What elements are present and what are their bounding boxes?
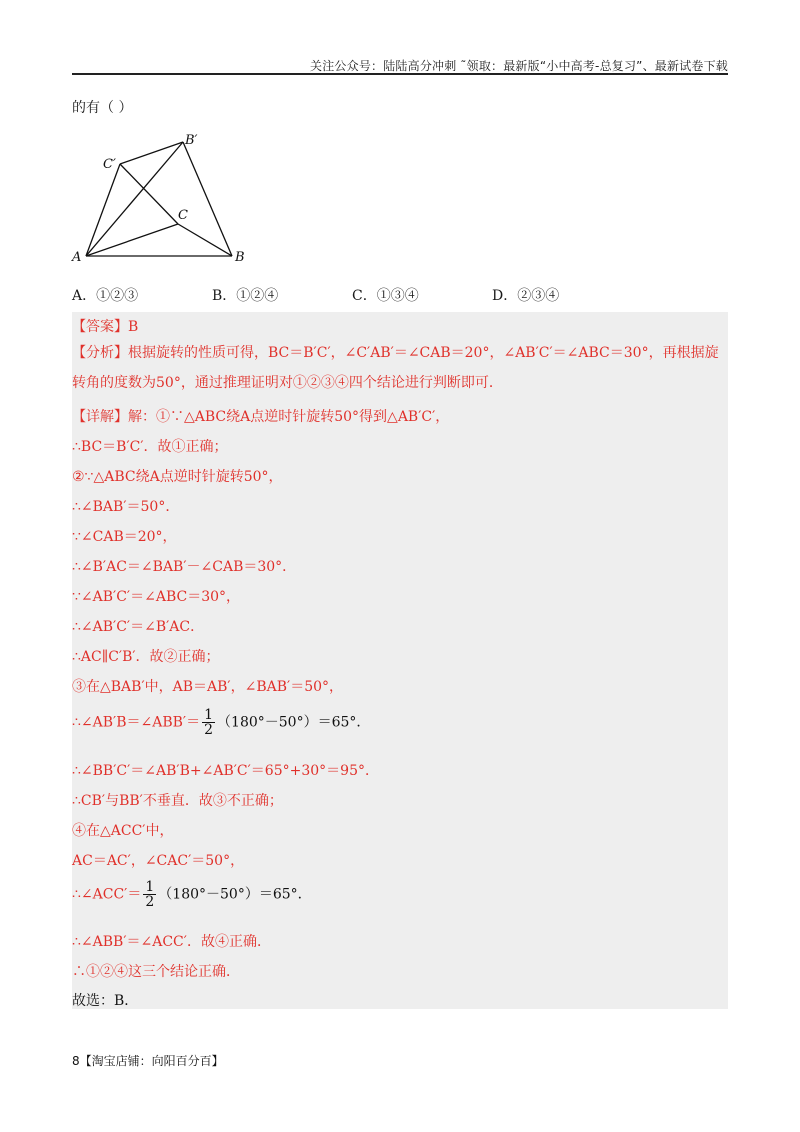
segment-CB bbox=[178, 224, 232, 256]
choice-d: D．②③④ bbox=[492, 288, 560, 304]
solution-line: ∴∠BAB′＝50°． bbox=[72, 499, 180, 515]
fraction-half-1 bbox=[202, 708, 215, 737]
fraction-numerator: 1 bbox=[145, 879, 155, 895]
choice-c: C．①③④ bbox=[352, 288, 419, 304]
footer-text: 8【淘宝店铺：向阳百分百】 bbox=[72, 1054, 224, 1068]
label-B: B bbox=[235, 250, 245, 265]
solution-line: ∴∠ABB′＝∠ACC′．故④正确． bbox=[72, 934, 271, 950]
solution-line: ∴∠B′AC＝∠BAB′－∠CAB＝30°． bbox=[72, 559, 297, 575]
solution-line: ③在△BAB′中，AB＝AB′，∠BAB′＝50°， bbox=[72, 679, 344, 695]
solution-line: ∴∠AB′C′＝∠B′AC． bbox=[72, 619, 205, 635]
label-B-prime: B′ bbox=[185, 133, 198, 148]
solution-line: ∴∠BB′C′＝∠AB′B+∠AB′C′＝65°+30°＝95°． bbox=[72, 763, 379, 779]
label-C: C bbox=[178, 208, 188, 223]
label-A: A bbox=[72, 250, 82, 265]
header-rule bbox=[72, 73, 728, 75]
choice-b: B．①②④ bbox=[212, 288, 279, 304]
segment-B-prime-B bbox=[183, 142, 232, 256]
fraction-half-2 bbox=[143, 880, 156, 909]
analysis-text: 【分析】根据旋转的性质可得，BC＝B′C′，∠C′AB′＝∠CAB＝20°，∠AB′C′＝∠ABC＝30°，再根据旋转角的度数为50°，通过推理证明对①②③④四个结论进行判断即可． bbox=[72, 345, 719, 391]
fraction-line-2-tail: （180°－50°）＝65°． bbox=[158, 886, 312, 903]
solution-line: ∴CB′与BB′不垂直．故③不正确； bbox=[72, 793, 283, 809]
solution-line: ∴AC∥C′B′．故②正确； bbox=[72, 649, 220, 665]
choice-a: A．①②③ bbox=[72, 288, 139, 304]
fraction-line-1-tail: （180°－50°）＝65°． bbox=[217, 714, 371, 731]
fraction-denominator: 2 bbox=[204, 722, 214, 738]
question-intro: 的有（ ） bbox=[72, 100, 133, 116]
fraction-line-2-lead: ∴∠ACC′＝ bbox=[72, 886, 142, 903]
solution-line: ∴①②④这三个结论正确． bbox=[72, 964, 240, 980]
fraction-line-1 bbox=[72, 708, 370, 737]
fraction-numerator: 1 bbox=[204, 707, 214, 723]
solution-line: ∴BC＝B′C′．故①正确； bbox=[72, 439, 228, 455]
answer-line: 【答案】B bbox=[72, 319, 139, 335]
solution-line: ④在△ACC′中， bbox=[72, 823, 174, 839]
fraction-line-2 bbox=[72, 880, 312, 909]
fraction-line-1-lead: ∴∠AB′B＝∠ABB′＝ bbox=[72, 714, 201, 731]
segment-AC-prime bbox=[86, 164, 120, 256]
choose-line: 故选：B． bbox=[72, 993, 139, 1009]
solution-line: ②∵△ABC绕A点逆时针旋转50°， bbox=[72, 469, 283, 485]
solution-line: ∵∠CAB＝20°， bbox=[72, 529, 177, 545]
fraction-denominator: 2 bbox=[145, 894, 155, 910]
label-C-prime: C′ bbox=[103, 157, 116, 172]
header-text: 关注公众号：陆陆高分冲刺 ˜领取：最新版“小中高考-总复习”、最新试卷下载 bbox=[310, 59, 728, 73]
detail-line: 【详解】解：①∵△ABC绕A点逆时针旋转50°得到△AB′C′， bbox=[72, 409, 450, 425]
geometry-figure bbox=[68, 128, 268, 268]
solution-line: ∵∠AB′C′＝∠ABC＝30°， bbox=[72, 589, 241, 605]
segment-C-prime-C bbox=[120, 164, 178, 224]
solution-line: AC＝AC′，∠CAC′＝50°， bbox=[72, 853, 245, 869]
